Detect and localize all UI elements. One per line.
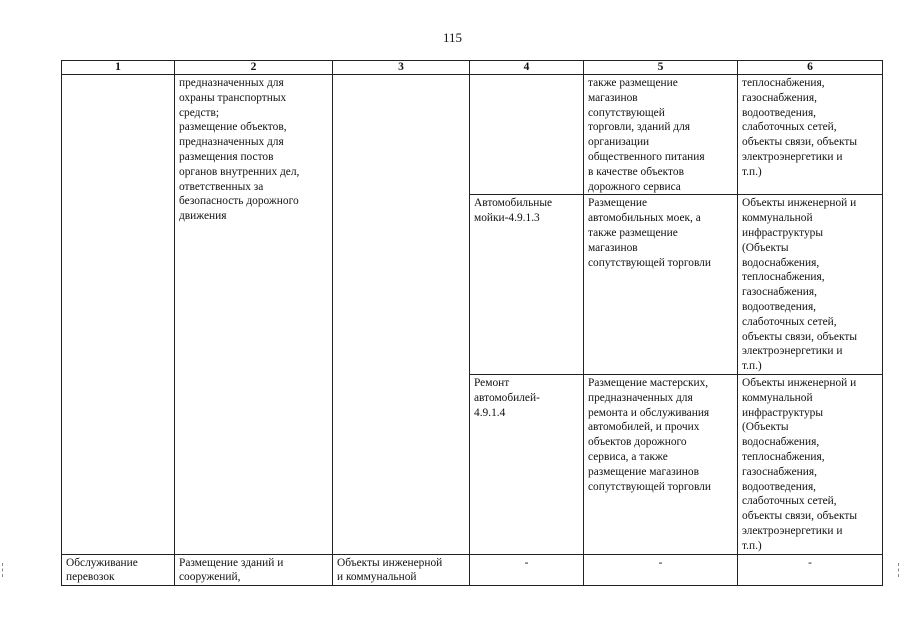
right-scan-edge-mark	[898, 563, 903, 577]
page-number: 115	[442, 30, 463, 45]
cell-subuse-infrastructure: -	[738, 554, 883, 586]
cell-zone-name: Обслуживание перевозок	[62, 554, 175, 586]
column-header-6: 6	[738, 61, 883, 75]
table-row	[62, 75, 883, 195]
cell-subuse-name: Автомобильные мойки-4.9.1.3	[470, 195, 584, 375]
cell-subuse-infrastructure: Объекты инженерной и коммунальной инфраструктуры (Объекты водоснабжения, теплоснабжения, газоснабжения, водоотведения, слаботочных сетей, объекты связи, объекты электроэнергетики и т.п.)	[738, 195, 883, 375]
cell-subuse-description: также размещение магазинов сопутствующей торговли, зданий для организации общественного питания в качестве объектов дорожного сервиса	[584, 75, 738, 195]
land-use-table	[61, 60, 883, 586]
cell-subuse-description: Размещение мастерских, предназначенных для ремонта и обслуживания автомобилей, и прочих объектов дорожного сервиса, а также размещение магазинов сопутствующей торговли	[584, 374, 738, 554]
table-row	[62, 554, 883, 586]
cell-main-use-description: Размещение зданий и сооружений,	[175, 554, 333, 586]
cell-subuse-infrastructure: теплоснабжения, газоснабжения, водоотведения, слаботочных сетей, объекты связи, объекты электроэнергетики и т.п.)	[738, 75, 883, 195]
cell-infrastructure-continued	[333, 75, 470, 555]
cell-subuse-name	[470, 75, 584, 195]
cell-main-use-description: предназначенных для охраны транспортных средств; размещение объектов, предназначенных для размещения постов органов внутренних дел, ответственных за безопасность дорожного движения	[175, 75, 333, 555]
table-header-row	[62, 61, 883, 75]
column-header-1: 1	[62, 61, 175, 75]
cell-subuse-name: -	[470, 554, 584, 586]
cell-zone-name-continued	[62, 75, 175, 555]
cell-subuse-description: -	[584, 554, 738, 586]
column-header-3: 3	[333, 61, 470, 75]
cell-infrastructure: Объекты инженерной и коммунальной	[333, 554, 470, 586]
left-scan-edge-mark	[2, 563, 7, 577]
column-header-5: 5	[584, 61, 738, 75]
cell-subuse-name: Ремонт автомобилей- 4.9.1.4	[470, 374, 584, 554]
column-header-2: 2	[175, 61, 333, 75]
column-header-4: 4	[470, 61, 584, 75]
cell-subuse-infrastructure: Объекты инженерной и коммунальной инфраструктуры (Объекты водоснабжения, теплоснабжения, газоснабжения, водоотведения, слаботочных сетей, объекты связи, объекты электроэнергетики и т.п.)	[738, 374, 883, 554]
cell-subuse-description: Размещение автомобильных моек, а также размещение магазинов сопутствующей торговли	[584, 195, 738, 375]
